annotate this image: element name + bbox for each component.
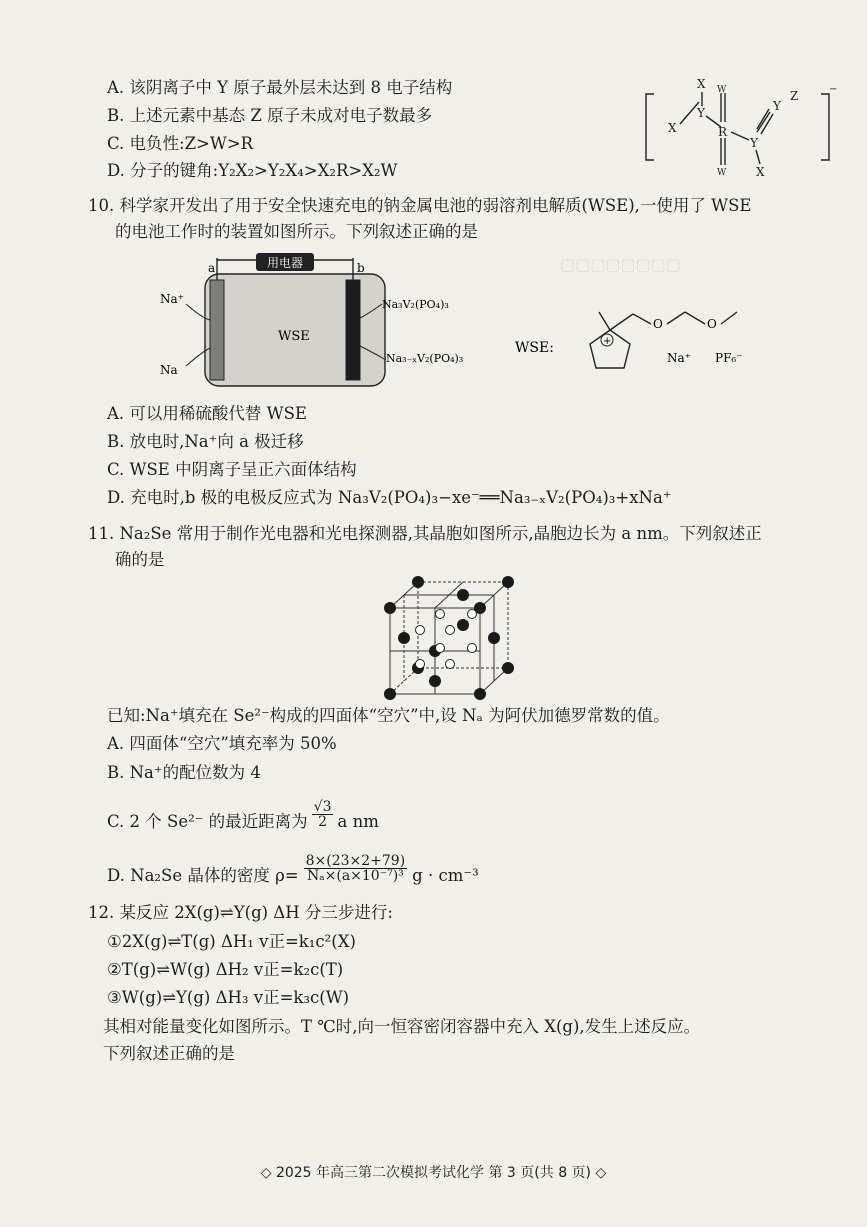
atom-y-left: Y (697, 106, 705, 120)
bleed-through-decoration: ▢▢▢▢▢▢▢▢ (560, 255, 681, 274)
q10-stem-line2: 的电池工作时的装置如图所示。下列叙述正确的是 (115, 222, 478, 241)
salt-na-label: Na⁺ (667, 351, 691, 365)
atom-x-top: X (697, 77, 706, 91)
q12-line2: 下列叙述正确的是 (103, 1044, 235, 1063)
q9-option-a: A. 该阴离子中 Y 原子最外层未达到 8 电子结构 (107, 78, 453, 97)
svg-text:O: O (707, 317, 717, 331)
wse-structure (515, 292, 775, 392)
cathode-top-label: Na₃V₂(PO₄)₃ (382, 298, 449, 311)
q11-known-condition: 已知:Na⁺填充在 Se²⁻构成的四面体“空穴”中,设 Nₐ 为阿伏加德罗常数的值。 (107, 706, 670, 725)
q12-step2: ②T(g)⇌W(g) ΔH₂ v正=k₂c(T) (107, 960, 344, 979)
na2se-unit-cell (380, 574, 520, 700)
q9-option-b: B. 上述元素中基态 Z 原子未成对电子数最多 (107, 106, 433, 125)
atom-x-left: X (668, 121, 677, 135)
q9-option-c: C. 电负性:Z>W>R (107, 134, 254, 153)
q11-option-a: A. 四面体“空穴”填充率为 50% (107, 734, 337, 753)
q11-option-b: B. Na⁺的配位数为 4 (107, 763, 261, 782)
q10-battery-diagram (150, 248, 510, 396)
q9-anion-structure (640, 72, 838, 184)
electrolyte-label: WSE (278, 329, 310, 344)
q11-option-d-numerator: 8×(23×2+79) (305, 853, 406, 869)
cation-plus: + (603, 336, 612, 347)
anion-charge: − (829, 84, 838, 95)
q11-option-d-denominator: Nₐ×(a×10⁻⁷)³ (306, 868, 404, 884)
atom-w-top: W (717, 85, 727, 95)
q11-option-c (107, 799, 379, 837)
atom-w-bottom: W (717, 168, 727, 178)
q11-option-c-numerator: √3 (313, 799, 332, 815)
q10-stem-line1: 10. 科学家开发出了用于安全快速充电的钠金属电池的弱溶剂电解质(WSE),一使用了 WSE (88, 196, 752, 215)
electrode-a (210, 280, 224, 380)
q11-option-d-suffix: g · cm⁻³ (412, 866, 479, 885)
device-label: 用电器 (266, 256, 304, 270)
q11-stem-line1: 11. Na₂Se 常用于制作光电器和光电探测器,其晶胞如图所示,晶胞边长为 a nm。下列叙述正 (88, 524, 762, 543)
q12-line1: 其相对能量变化如图所示。T ℃时,向一恒容密闭容器中充入 X(g),发生上述反应。 (103, 1017, 701, 1036)
svg-text:O: O (653, 317, 663, 331)
q12-step1: ①2X(g)⇌T(g) ΔH₁ v正=k₁c²(X) (107, 932, 356, 951)
electrode-a-label: a (208, 261, 216, 275)
atom-y-right: Y (750, 136, 758, 150)
footer-diamond-left-icon: ◇ (260, 1165, 272, 1181)
q11-option-c-suffix: a nm (337, 812, 379, 831)
footer-diamond-right-icon: ◇ (595, 1165, 607, 1181)
atom-z: Z (790, 89, 799, 103)
na-metal-label: Na (160, 363, 178, 377)
q12-step3: ③W(g)⇌Y(g) ΔH₃ v正=k₃c(W) (107, 988, 350, 1007)
footer-text: 2025 年高三第二次模拟考试化学 第 3 页(共 8 页) (275, 1165, 592, 1181)
wse-label: WSE: (515, 340, 554, 356)
q11-option-d-prefix: D. Na₂Se 晶体的密度 ρ= (107, 866, 299, 885)
q10-option-a: A. 可以用稀硫酸代替 WSE (107, 404, 307, 423)
q11-option-c-denominator: 2 (318, 814, 328, 830)
q12-stem: 12. 某反应 2X(g)⇌Y(g) ΔH 分三步进行: (88, 903, 393, 922)
q11-option-c-prefix: C. 2 个 Se²⁻ 的最近距离为 (107, 812, 308, 831)
page-footer (0, 1162, 867, 1182)
electrode-b (346, 280, 360, 380)
q10-option-b: B. 放电时,Na⁺向 a 极迁移 (107, 432, 304, 451)
na-ion-label: Na⁺ (160, 292, 184, 306)
q9-option-d: D. 分子的键角:Y₂X₂>Y₂X₄>X₂R>X₂W (107, 161, 398, 180)
q10-option-c: C. WSE 中阴离子呈正六面体结构 (107, 460, 357, 479)
atom-x-bottom: X (756, 165, 765, 179)
cathode-bottom-label: Na₃₋ₓV₂(PO₄)₃ (386, 352, 464, 365)
salt-pf6-label: PF₆⁻ (715, 351, 743, 365)
atom-r: R (718, 125, 728, 139)
q10-option-d: D. 充电时,b 极的电极反应式为 Na₃V₂(PO₄)₃−xe⁻══Na₃₋ₓV₂(PO₄)₃+xNa⁺ (107, 488, 672, 507)
atom-y-far: Y (773, 99, 781, 113)
electrode-b-label: b (357, 261, 365, 275)
q11-stem-line2: 确的是 (115, 550, 165, 569)
